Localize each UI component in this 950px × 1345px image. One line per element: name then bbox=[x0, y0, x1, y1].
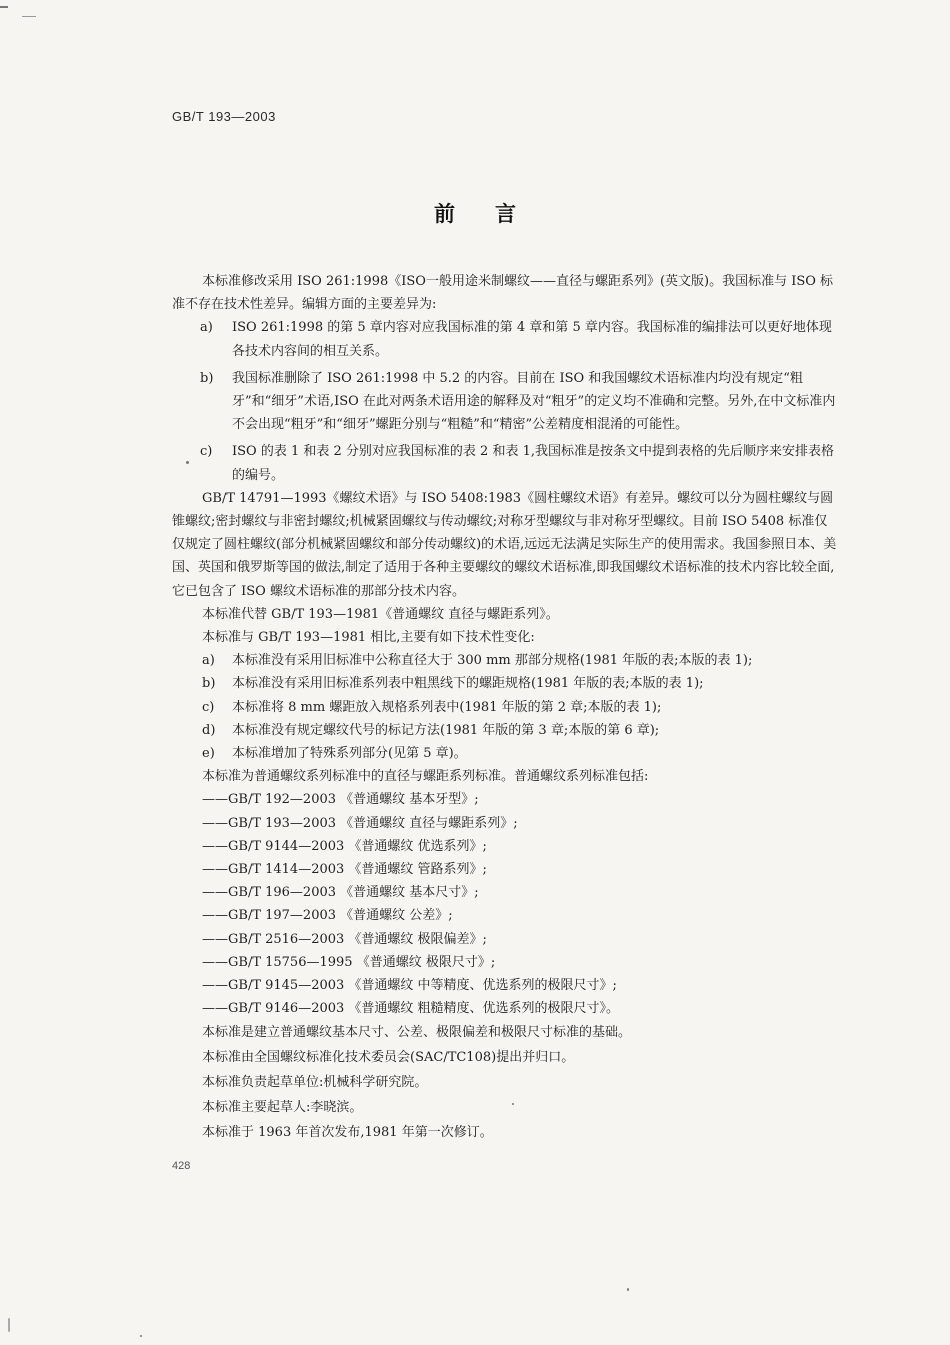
standard-reference: ——GB/T 15756—1995 《普通螺纹 极限尺寸》; bbox=[202, 954, 496, 970]
list-text: 我国标准删除了 ISO 261:1998 中 5.2 的内容。目前在 ISO 和我国螺纹术语标准内均没有规定“粗牙”和“细牙”术语,ISO 在此对两条术语用途的解释及对“粗牙”的定义均不准确和完整。另外,在中文标准内不会出现“粗牙”和“细牙”螺距分别与“粗糙”和“精密”公差精度相混淆的可能性。 bbox=[232, 370, 836, 433]
change-item bbox=[172, 719, 838, 742]
intro-paragraph: 本标准修改采用 ISO 261:1998《ISO一般用途米制螺纹——直径与螺距系列》(英文版)。我国标准与 ISO 标准不存在技术性差异。编辑方面的主要差异为: bbox=[172, 274, 834, 313]
list-text: ISO 的表 1 和表 2 分别对应我国标准的表 2 和表 1,我国标准是按条文中提到表格的先后顺序来安排表格的编号。 bbox=[232, 444, 834, 483]
scan-speck bbox=[627, 1288, 629, 1291]
closing-statement: 本标准主要起草人:李晓滨。 bbox=[202, 1100, 363, 1116]
foreword-body bbox=[172, 270, 838, 1145]
standard-reference: ——GB/T 2516—2003 《普通螺纹 极限偏差》; bbox=[202, 931, 487, 947]
closing-statement: 本标准负责起草单位:机械科学研究院。 bbox=[202, 1074, 428, 1090]
scan-mark bbox=[22, 16, 36, 17]
closing-statement: 本标准是建立普通螺纹基本尺寸、公差、极限偏差和极限尺寸标准的基础。 bbox=[202, 1024, 632, 1040]
list-text: 本标准没有采用旧标准系列表中粗黑线下的螺距规格(1981 年版的表;本版的表 1); bbox=[232, 676, 704, 692]
scan-speck bbox=[512, 1103, 514, 1105]
scan-mark bbox=[0, 6, 8, 8]
standard-reference: ——GB/T 196—2003 《普通螺纹 基本尺寸》; bbox=[202, 885, 479, 901]
change-item bbox=[172, 672, 838, 695]
list-label: c) bbox=[200, 444, 213, 460]
closing-statement: 本标准由全国螺纹标准化技术委员会(SAC/TC108)提出并归口。 bbox=[202, 1049, 575, 1065]
list-text: 本标准没有采用旧标准中公称直径大于 300 mm 那部分规格(1981 年版的表;本版的表 1); bbox=[232, 653, 753, 669]
standard-reference: ——GB/T 1414—2003 《普通螺纹 管路系列》; bbox=[202, 862, 487, 878]
change-item bbox=[172, 696, 838, 719]
change-item bbox=[172, 742, 838, 765]
standard-reference: ——GB/T 9146—2003 《普通螺纹 粗糙精度、优选系列的极限尺寸》。 bbox=[202, 1001, 620, 1017]
list-item bbox=[172, 316, 838, 362]
terminology-paragraph: GB/T 14791—1993《螺纹术语》与 ISO 5408:1983《圆柱螺纹术语》有差异。螺纹可以分为圆柱螺纹与圆锥螺纹;密封螺纹与非密封螺纹;机械紧固螺纹与传动螺纹;对称牙型螺纹与非对称牙型螺纹。目前 ISO 5408 标准仅仅规定了圆柱螺纹(部分机械紧固螺纹和部分传动螺纹)的术语,远远无法满足实际生产的使用需求。我国参照日本、美国、英国和俄罗斯等国的做法,制定了适用于各种主要螺纹的螺纹术语标准,即我国螺纹术语标准的技术内容比较全面,它已包含了 ISO 螺纹术语标准的那部分技术内容。 bbox=[172, 490, 837, 599]
list-text: ISO 261:1998 的第 5 章内容对应我国标准的第 4 章和第 5 章内容。我国标准的编排法可以更好地体现各技术内容间的相互关系。 bbox=[232, 320, 832, 359]
page-title: 前言 bbox=[434, 202, 556, 226]
standard-reference: ——GB/T 192—2003 《普通螺纹 基本牙型》; bbox=[202, 792, 479, 808]
list-text: 本标准将 8 mm 螺距放入规格系列表中(1981 年版的第 2 章;本版的表 1); bbox=[232, 699, 662, 715]
closing-statement: 本标准于 1963 年首次发布,1981 年第一次修订。 bbox=[202, 1125, 493, 1141]
list-label: a) bbox=[200, 320, 213, 336]
standard-reference: ——GB/T 9145—2003 《普通螺纹 中等精度、优选系列的极限尺寸》; bbox=[202, 978, 617, 994]
changes-intro: 本标准与 GB/T 193—1981 相比,主要有如下技术性变化: bbox=[202, 630, 535, 646]
series-intro: 本标准为普通螺纹系列标准中的直径与螺距系列标准。普通螺纹系列标准包括: bbox=[202, 769, 649, 785]
list-text: 本标准没有规定螺纹代号的标记方法(1981 年版的第 3 章;本版的第 6 章); bbox=[232, 722, 660, 738]
list-item bbox=[172, 440, 838, 486]
list-label: b) bbox=[202, 676, 216, 692]
change-item bbox=[172, 649, 838, 672]
standard-reference: ——GB/T 197—2003 《普通螺纹 公差》; bbox=[202, 908, 453, 924]
scan-speck bbox=[186, 461, 189, 464]
scan-speck bbox=[8, 1318, 10, 1332]
standard-reference: ——GB/T 193—2003 《普通螺纹 直径与螺距系列》; bbox=[202, 815, 518, 831]
document-code: GB/T 193—2003 bbox=[172, 109, 276, 124]
standard-reference: ——GB/T 9144—2003 《普通螺纹 优选系列》; bbox=[202, 838, 487, 854]
list-label: e) bbox=[202, 746, 215, 762]
list-text: 本标准增加了特殊系列部分(见第 5 章)。 bbox=[232, 746, 467, 762]
list-item bbox=[172, 367, 838, 437]
list-label: d) bbox=[202, 722, 216, 738]
list-label: a) bbox=[202, 653, 215, 669]
page-number: 428 bbox=[172, 1160, 191, 1172]
scan-speck bbox=[140, 1335, 142, 1337]
list-label: c) bbox=[202, 699, 215, 715]
replaces-paragraph: 本标准代替 GB/T 193—1981《普通螺纹 直径与螺距系列》。 bbox=[202, 606, 559, 622]
list-label: b) bbox=[200, 370, 214, 386]
